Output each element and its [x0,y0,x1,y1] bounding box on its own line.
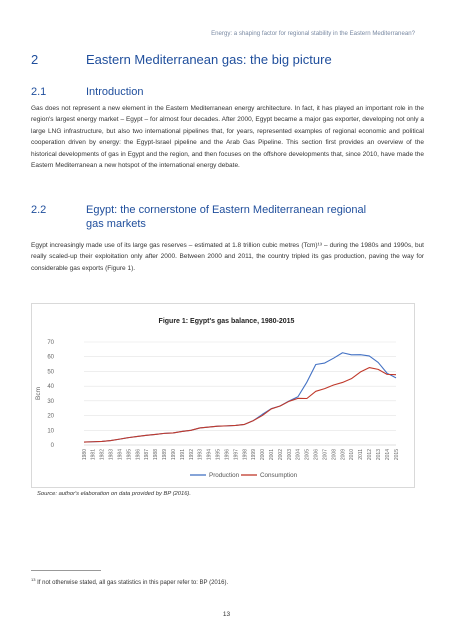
running-head: Energy: a shaping factor for regional stability in the Eastern Mediterranean? [211,30,415,37]
footnote-rule [31,570,101,571]
x-tick-label: 2014 [384,449,391,461]
x-tick-label: 1980 [81,449,88,461]
x-tick-label: 1991 [179,449,186,461]
x-tick-label: 1986 [135,449,142,461]
subsection-number: 2.1 [31,86,47,98]
x-tick-label: 1997 [233,449,240,461]
section-number: 2 [31,52,39,67]
y-tick-label: 50 [47,369,54,376]
x-tick-label: 1994 [206,449,213,461]
x-tick-label: 1998 [242,449,249,461]
x-tick-label: 2006 [313,449,320,461]
x-tick-label: 2007 [322,449,329,461]
x-tick-label: 1985 [126,449,133,461]
x-tick-label: 2012 [367,449,374,461]
x-tick-label: 1989 [162,449,169,461]
subsection-title: Introduction [86,86,144,98]
y-tick-label: 40 [47,384,54,391]
y-tick-label: 70 [47,340,54,346]
x-tick-label: 1993 [197,449,204,461]
x-tick-label: 1995 [215,449,222,461]
subsection-number: 2.2 [31,204,47,216]
x-tick-label: 2013 [375,449,382,461]
x-tick-label: 1982 [99,449,106,461]
x-tick-label: 1990 [170,449,177,461]
figure-title: Figure 1: Egypt's gas balance, 1980-2015 [158,318,295,325]
x-tick-label: 2008 [331,449,338,461]
x-tick-label: 1984 [117,449,124,461]
series-line-consumption [84,368,396,442]
paragraph-introduction: Gas does not represent a new element in the Eastern Mediterranean energy architecture. In fact, it has played an important role in the region's largest energy market – Egypt – for almost four decades. After 2000, Egypt became a major gas exporter, developing not only a large LNG infrastructure, but also two international pipelines that, for years, represented examples of regional economic and political cooperation driven by energy: the Egypt-Israel pipeline and the Arab Gas Pipeline. This section first provides an overview of the historical developments of gas in Egypt and the region, and then focuses on the offshore developments that, since 2010, have made the Eastern Mediterranean a new hotspot of the international energy debate. [31,105,424,170]
x-tick-label: 2003 [286,449,293,461]
legend-label-consumption: Consumption [260,472,298,480]
subsection-title: Egypt: the cornerstone of Eastern Mediterranean regional gas markets [86,204,367,230]
x-tick-label: 2005 [304,449,311,461]
x-tick-label: 2015 [393,449,400,461]
y-tick-label: 30 [47,398,54,405]
x-tick-label: 2002 [277,449,284,461]
legend-label-production: Production [209,472,240,480]
series-line-production [84,353,396,442]
y-tick-label: 10 [47,428,54,435]
x-tick-label: 1981 [90,449,97,461]
x-tick-label: 1996 [224,449,231,461]
page-number: 13 [222,611,231,618]
x-tick-label: 2009 [340,449,347,461]
x-tick-label: 2004 [295,449,302,461]
x-tick-label: 2001 [269,449,275,461]
x-tick-label: 2011 [358,449,365,460]
footnote-text: If not otherwise stated, all gas statistics in this paper refer to: BP (2016). [37,580,229,586]
figure-source: Source: author's elaboration on data provided by BP (2016). [37,491,191,497]
footnote [31,577,228,586]
y-tick-label: 60 [47,354,54,361]
y-axis-label: Bcm [35,387,42,400]
x-tick-label: 2010 [349,449,356,461]
footnote-marker: 13 [31,577,36,582]
paragraph-egypt: Egypt increasingly made use of its large gas reserves – estimated at 1.8 trillion cubic metres (Tcm)¹³ – during the 1980s and 1990s, but really scaled-up their exploitation only after 2000. Between 2000 and 2011, the country tripled its gas production, paving the way for considerable gas exports (Figure 1). [31,242,424,272]
x-tick-label: 2000 [260,449,267,461]
section-title: Eastern Mediterranean gas: the big picture [86,52,332,67]
x-tick-label: 1983 [108,449,115,461]
x-tick-label: 1988 [153,449,160,461]
x-tick-label: 1987 [144,449,151,461]
x-tick-label: 1999 [251,449,258,461]
x-tick-label: 1992 [188,449,195,461]
y-tick-label: 20 [47,413,54,420]
y-tick-label: 0 [50,443,54,449]
